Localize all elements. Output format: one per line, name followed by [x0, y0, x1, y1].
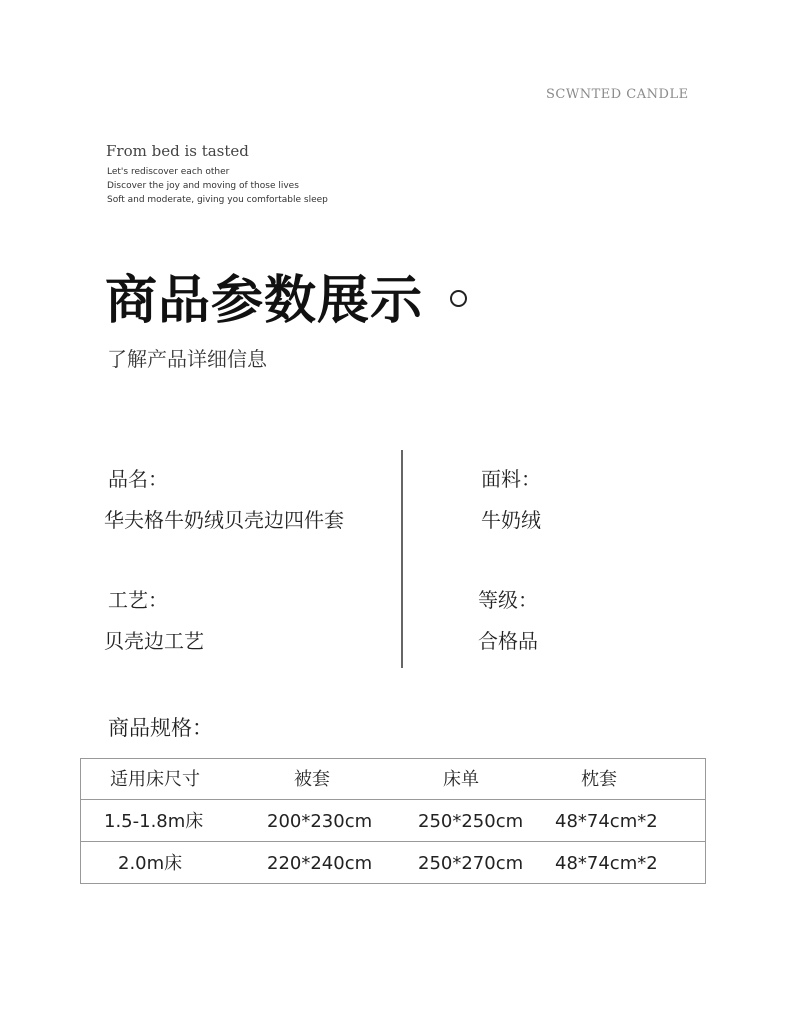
tagline: From bed is tasted [106, 142, 249, 160]
spec-table [80, 758, 706, 884]
param-grade-value: 合格品 [478, 629, 538, 653]
param-name-label: 品名： [108, 467, 168, 491]
param-grade-label: 等级： [478, 588, 538, 612]
param-fabric-value: 牛奶绒 [481, 508, 541, 532]
table-header-row [81, 759, 705, 800]
table-row [81, 843, 705, 884]
title-circle-decoration [450, 290, 467, 307]
cell-bed-sheet: 250*250cm [418, 811, 524, 832]
cell-duvet-cover: 220*240cm [267, 853, 373, 874]
param-name-value: 华夫格牛奶绒贝壳边四件套 [104, 508, 344, 532]
header-duvet-cover: 被套 [294, 769, 330, 790]
header-pillowcase: 枕套 [581, 769, 617, 790]
header-bed-sheet: 床单 [443, 769, 479, 790]
page-title: 商品参数展示 [105, 271, 424, 331]
cell-duvet-cover: 200*230cm [267, 811, 373, 832]
header-bed-size: 适用床尺寸 [110, 769, 200, 790]
sub-line-1: Let's rediscover each other [107, 167, 230, 177]
cell-pillowcase: 48*74cm*2 [555, 811, 658, 832]
page-subtitle: 了解产品详细信息 [107, 347, 267, 371]
vertical-divider [401, 450, 403, 668]
cell-pillowcase: 48*74cm*2 [555, 853, 658, 874]
spec-label: 商品规格： [108, 716, 213, 740]
cell-bed-sheet: 250*270cm [418, 853, 524, 874]
brand-name: SCWNTED CANDLE [546, 87, 689, 102]
sub-line-2: Discover the joy and moving of those lives [107, 181, 299, 191]
sub-line-3: Soft and moderate, giving you comfortable sleep [107, 195, 328, 205]
cell-bed-size: 2.0m床 [118, 853, 183, 874]
cell-bed-size: 1.5-1.8m床 [104, 811, 204, 832]
param-fabric-label: 面料： [481, 467, 541, 491]
param-craft-value: 贝壳边工艺 [104, 629, 204, 653]
param-craft-label: 工艺： [108, 588, 168, 612]
table-row [81, 801, 705, 842]
